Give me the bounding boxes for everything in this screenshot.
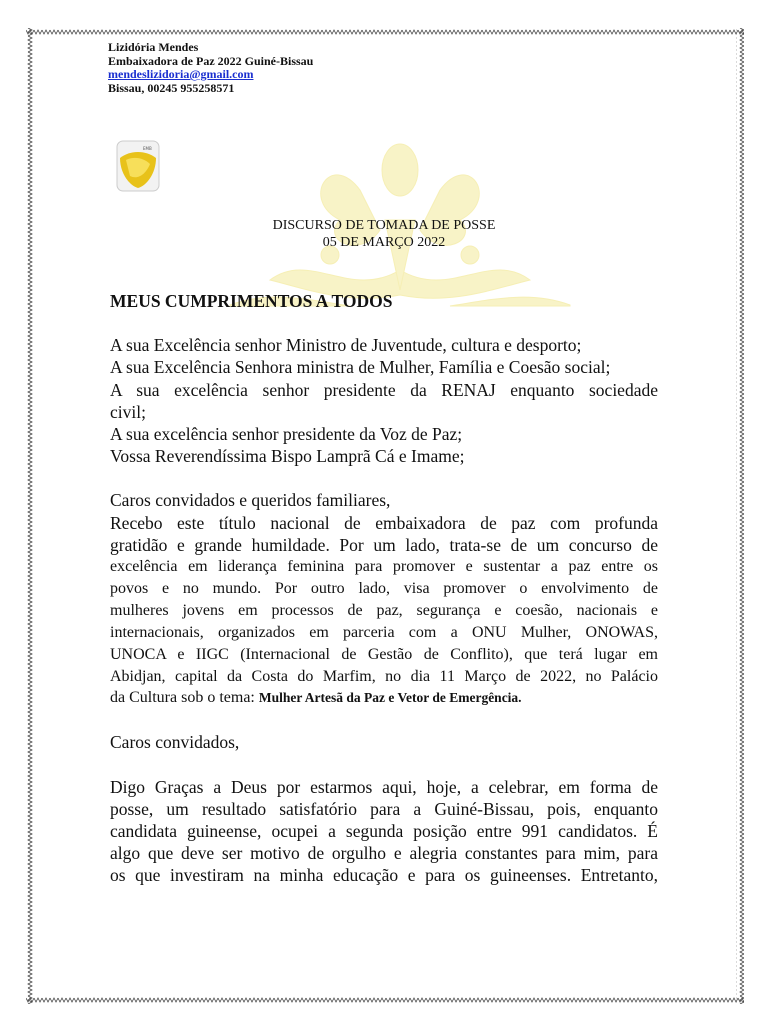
- svg-text:EMB: EMB: [143, 146, 152, 151]
- paragraph-line: excelência em liderança feminina para promover e sustentar a paz entre os: [110, 558, 658, 576]
- paragraph-line: Digo Graças a Deus por estarmos aqui, hoje, a celebrar, em forma de: [110, 776, 658, 797]
- salutations: [110, 334, 658, 467]
- salutation-line: civil;: [110, 401, 146, 422]
- paragraph-line: Recebo este título nacional de embaixadora de paz com profunda: [110, 512, 658, 533]
- author-name: Lizidória Mendes: [108, 40, 199, 54]
- paragraph-line: gratidão e grande humildade. Por um lado, trata-se de um concurso de: [110, 534, 658, 555]
- paragraph-line: os que investiram na minha educação e para os guineenses. Entretanto,: [110, 865, 658, 886]
- location-phone: Bissau, 00245 955258571: [108, 80, 235, 95]
- author-role: Embaixadora de Paz 2022 Guiné-Bissau: [108, 53, 314, 68]
- paragraph-line: Abidjan, capital da Costa do Marfim, no dia 11 Março de 2022, no Palácio: [110, 667, 658, 685]
- guests-line-2: Caros convidados,: [110, 732, 240, 753]
- paragraph-line: posse, um resultado satisfatório para a Guiné-Bissau, pois, enquanto: [110, 798, 658, 819]
- paragraph-line: candidata guineense, ocupei a segunda posição entre 991 candidatos. É: [110, 820, 658, 841]
- email-link[interactable]: mendeslizidoria@gmail.com: [108, 67, 254, 81]
- salutation-line: A sua Excelência senhor Ministro de Juventude, cultura e desporto;: [110, 335, 582, 356]
- guests-line: Caros convidados e queridos familiares,: [110, 490, 391, 511]
- paragraph-one: [110, 512, 658, 710]
- salutation-line: Vossa Reverendíssima Bispo Lamprã Cá e Imame;: [110, 446, 465, 467]
- paragraph-last-text: da Cultura sob o tema:: [110, 689, 255, 707]
- salutation-line: A sua excelência senhor presidente da Voz de Paz;: [110, 424, 463, 445]
- speech-title: [0, 217, 768, 251]
- salutation-line: A sua excelência senhor presidente da RENAJ enquanto sociedade: [110, 379, 658, 400]
- paragraph-line: mulheres jovens em processos de paz, segurança e coesão, nacionais e: [110, 601, 658, 619]
- letterhead: [108, 41, 313, 95]
- paragraph-line: internacionais, organizados em parceria com a ONU Mulher, ONOWAS,: [110, 623, 658, 641]
- title-date: 05 DE MARÇO 2022: [322, 235, 446, 250]
- speech-body: [110, 290, 658, 887]
- speech-theme: Mulher Artesã da Paz e Vetor de Emergência.: [258, 690, 522, 706]
- paragraph-line: povos e no mundo. Por outro lado, visa promover o envolvimento de: [110, 579, 658, 597]
- greeting: MEUS CUMPRIMENTOS A TODOS: [110, 291, 393, 311]
- paragraph-line: UNOCA e IIGC (Internacional de Gestão de Conflito), que terá lugar em: [110, 645, 658, 663]
- paragraph-two: [110, 776, 658, 887]
- paragraph-last-line: [110, 687, 658, 709]
- paragraph-line: algo que deve ser motivo de orgulho e alegria constantes para mim, para: [110, 843, 658, 864]
- salutation-line: A sua Excelência Senhora ministra de Mulher, Família e Coesão social;: [110, 357, 611, 378]
- title-heading: DISCURSO DE TOMADA DE POSSE: [272, 218, 496, 233]
- ambassador-logo-icon: [116, 140, 160, 192]
